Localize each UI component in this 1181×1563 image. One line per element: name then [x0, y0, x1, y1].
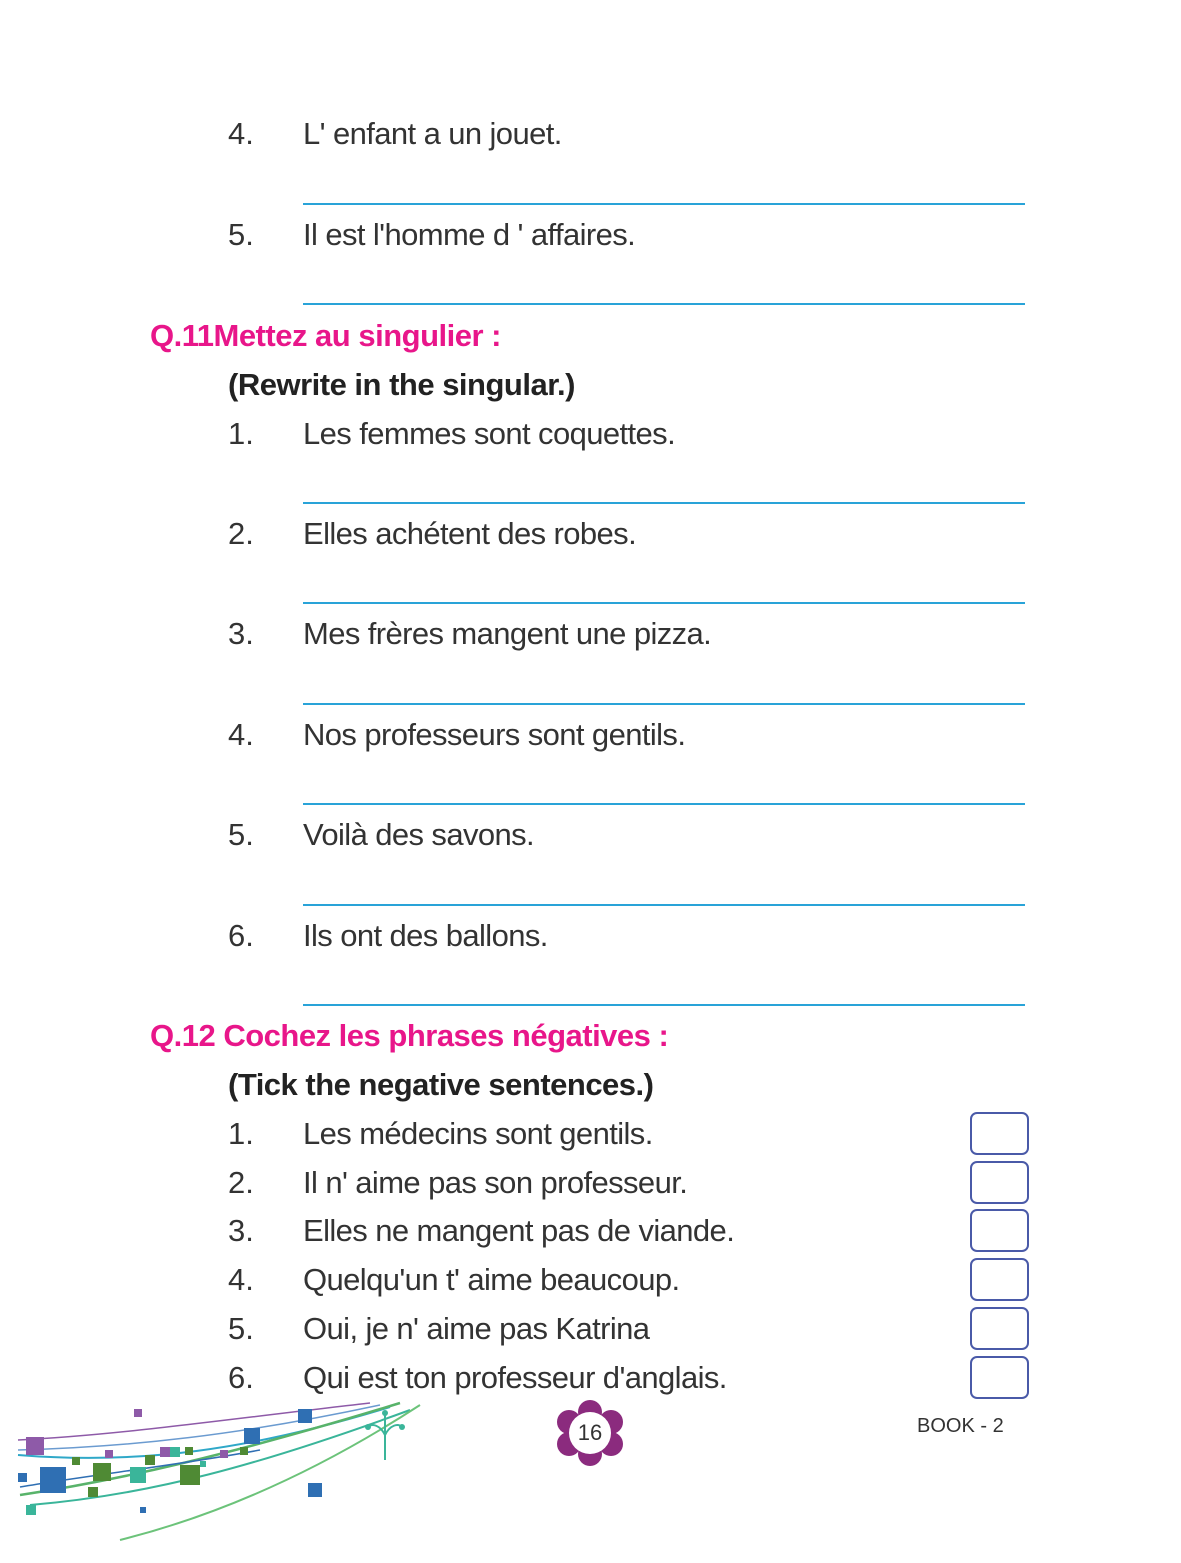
q11-item-5-sentence: Voilà des savons.: [303, 817, 535, 852]
q11-item-6-sentence: Ils ont des ballons.: [303, 918, 548, 953]
q11-item-6-number: 6.: [228, 918, 254, 953]
q11-item-5-answer-line: [303, 904, 1025, 906]
q11-item-1-sentence: Les femmes sont coquettes.: [303, 416, 676, 451]
q11-item-5-number: 5.: [228, 817, 254, 852]
q12-item-6-number: 6.: [228, 1360, 254, 1395]
q11-item-4-sentence: Nos professeurs sont gentils.: [303, 717, 686, 752]
q10-item-4-number: 4.: [228, 116, 254, 151]
q10-item-4-sentence: L' enfant a un jouet.: [303, 116, 562, 151]
q12-item-4-number: 4.: [228, 1262, 254, 1297]
q12-item-2-sentence: Il n' aime pas son professeur.: [303, 1165, 688, 1200]
q12-item-4-checkbox[interactable]: [970, 1258, 1029, 1301]
q11-item-1-answer-line: [303, 502, 1025, 504]
q11-item-3-number: 3.: [228, 616, 254, 651]
q10-item-5-sentence: Il est l'homme d ' affaires.: [303, 217, 636, 252]
q12-item-1-checkbox[interactable]: [970, 1112, 1029, 1155]
page-number-badge: [553, 1400, 627, 1466]
book-label: BOOK - 2: [917, 1415, 1004, 1437]
q12-item-2-number: 2.: [228, 1165, 254, 1200]
q12-item-3-sentence: Elles ne mangent pas de viande.: [303, 1213, 735, 1248]
q11-subheading: (Rewrite in the singular.): [228, 367, 575, 402]
q12-item-3-number: 3.: [228, 1213, 254, 1248]
q12-item-5-number: 5.: [228, 1311, 254, 1346]
q12-item-3-checkbox[interactable]: [970, 1209, 1029, 1252]
q10-item-4-answer-line: [303, 203, 1025, 205]
q12-item-2-checkbox[interactable]: [970, 1161, 1029, 1204]
page-number: 16: [577, 1420, 603, 1445]
q12-item-4-sentence: Quelqu'un t' aime beaucoup.: [303, 1262, 680, 1297]
q12-heading: Q.12 Cochez les phrases négatives :: [150, 1018, 669, 1053]
q11-item-2-number: 2.: [228, 516, 254, 551]
q11-item-4-number: 4.: [228, 717, 254, 752]
q12-subheading: (Tick the negative sentences.): [228, 1067, 654, 1102]
q11-item-2-answer-line: [303, 602, 1025, 604]
q11-item-4-answer-line: [303, 803, 1025, 805]
decorative-swoosh-graphic: [0, 1395, 440, 1545]
q10-item-5-number: 5.: [228, 217, 254, 252]
q10-item-5-answer-line: [303, 303, 1025, 305]
q11-item-1-number: 1.: [228, 416, 254, 451]
q11-heading: Q.11Mettez au singulier :: [150, 318, 501, 353]
q12-item-5-checkbox[interactable]: [970, 1307, 1029, 1350]
q12-item-6-checkbox[interactable]: [970, 1356, 1029, 1399]
q11-item-3-sentence: Mes frères mangent une pizza.: [303, 616, 712, 651]
q12-item-5-sentence: Oui, je n' aime pas Katrina: [303, 1311, 650, 1346]
q11-item-6-answer-line: [303, 1004, 1025, 1006]
q11-item-2-sentence: Elles achétent des robes.: [303, 516, 637, 551]
q12-item-1-sentence: Les médecins sont gentils.: [303, 1116, 653, 1151]
q12-item-1-number: 1.: [228, 1116, 254, 1151]
q12-item-6-sentence: Qui est ton professeur d'anglais.: [303, 1360, 727, 1395]
q11-item-3-answer-line: [303, 703, 1025, 705]
